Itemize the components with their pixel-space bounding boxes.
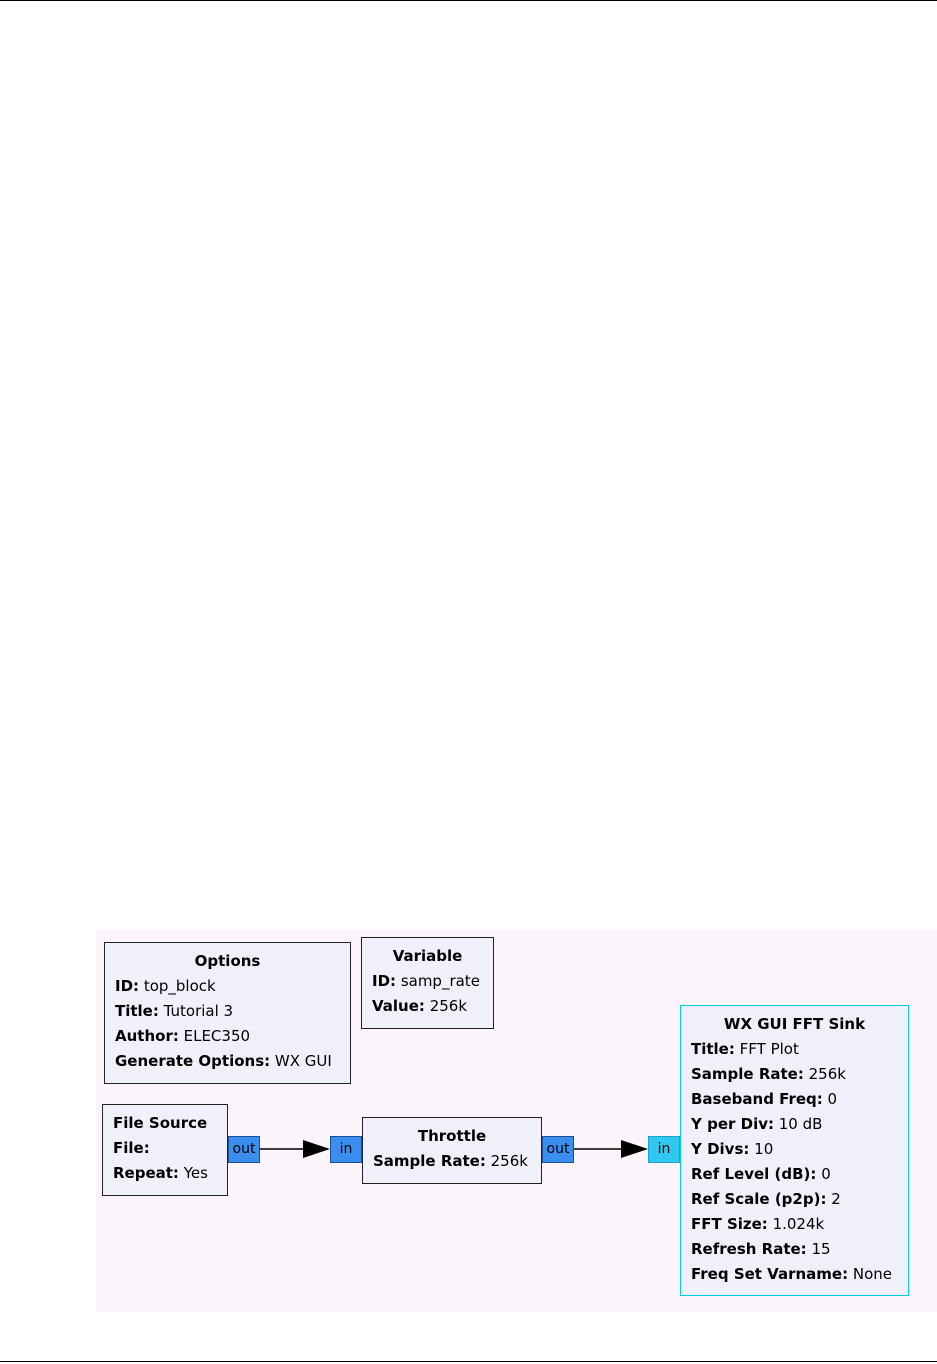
param-baseband-freq: Baseband Freq: 0 [691,1090,838,1108]
throttle-block[interactable] [362,1117,542,1184]
param-sample-rate: Sample Rate: 256k [373,1152,528,1170]
param-id: ID: top_block [115,977,216,995]
variable-block[interactable] [361,937,494,1029]
param-repeat: Repeat: Yes [113,1164,208,1182]
param-author: Author: ELEC350 [115,1027,251,1045]
param-generate-options: Generate Options: WX GUI [115,1052,332,1070]
param-value: Value: 256k [372,997,468,1015]
param-freq-set-varname: Freq Set Varname: None [691,1265,893,1283]
param-title: Title: FFT Plot [691,1040,799,1058]
fft-sink-block[interactable] [680,1005,909,1296]
param-ref-level: Ref Level (dB): 0 [691,1165,831,1183]
fft-sink-in-port[interactable]: in [648,1136,680,1163]
throttle-out-port[interactable]: out [542,1136,574,1163]
block-title: File Source [113,1114,208,1132]
options-block[interactable] [104,942,351,1084]
file-source-out-port[interactable]: out [228,1136,260,1163]
block-title: Options [194,952,261,970]
page-bottom-rule [0,1361,937,1362]
param-ref-scale: Ref Scale (p2p): 2 [691,1190,841,1208]
block-title: Throttle [417,1127,487,1145]
page-top-rule [0,0,937,1]
param-y-per-div: Y per Div: 10 dB [691,1115,823,1133]
param-title: Title: Tutorial 3 [115,1002,234,1020]
param-file: File: [113,1139,150,1157]
block-title: Variable [392,947,463,965]
block-title: WX GUI FFT Sink [723,1015,866,1033]
file-source-block[interactable] [102,1104,228,1196]
param-refresh-rate: Refresh Rate: 15 [691,1240,831,1258]
param-id: ID: samp_rate [372,972,480,990]
param-fft-size: FFT Size: 1.024k [691,1215,825,1233]
param-y-divs: Y Divs: 10 [691,1140,774,1158]
throttle-in-port[interactable]: in [330,1136,362,1163]
param-sample-rate: Sample Rate: 256k [691,1065,846,1083]
